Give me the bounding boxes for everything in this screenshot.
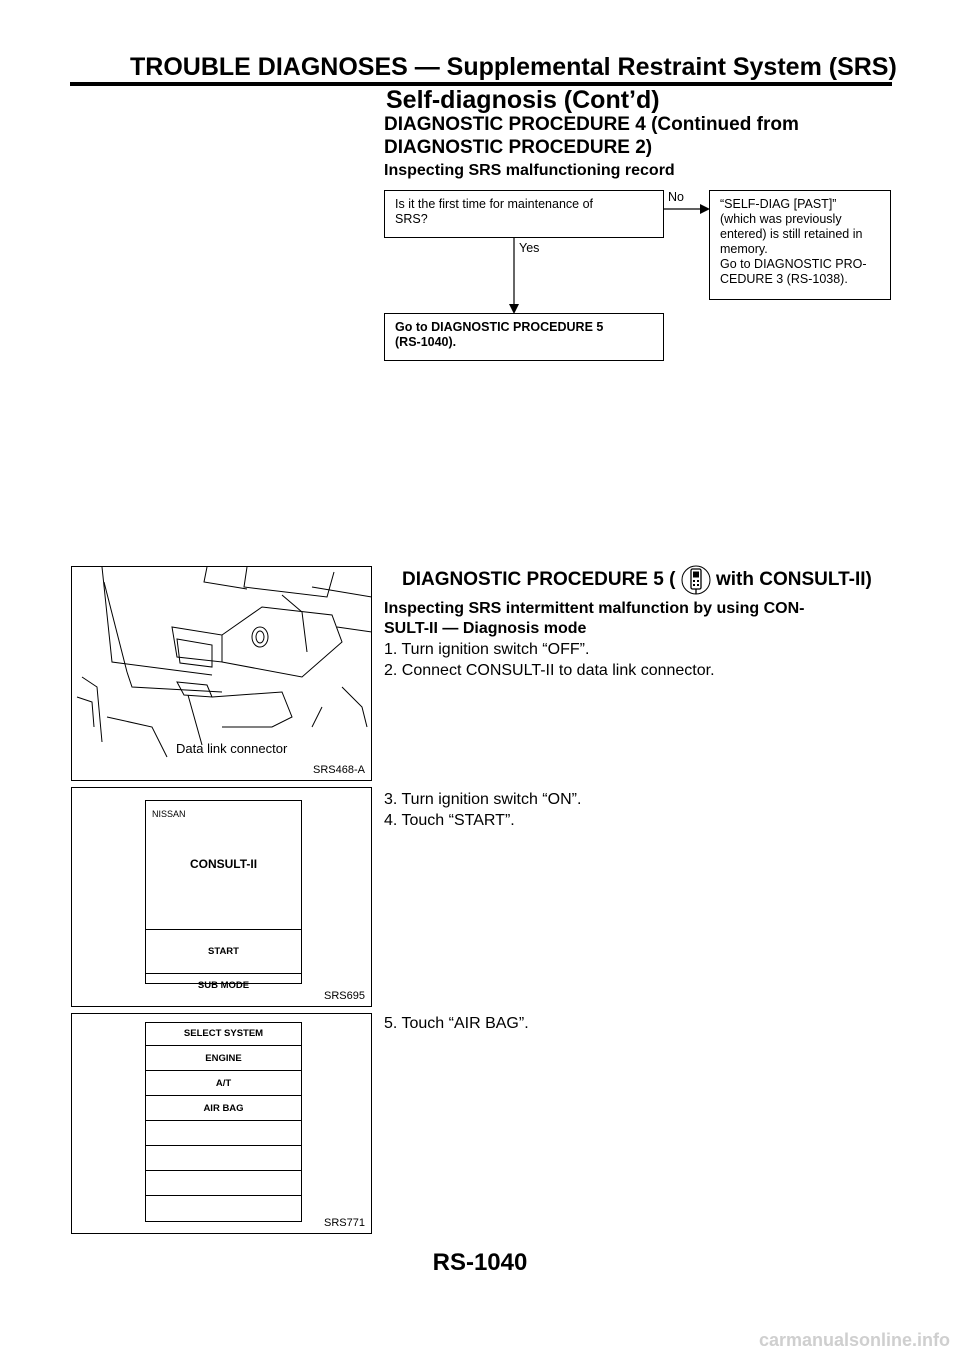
section-title: TROUBLE DIAGNOSES — Supplemental Restraint System (SRS) xyxy=(130,53,897,81)
no-result-line: memory. xyxy=(720,242,768,256)
proc5-title-part1: DIAGNOSTIC PROCEDURE 5 ( xyxy=(402,569,676,591)
select-system-heading: SELECT SYSTEM xyxy=(183,1028,264,1039)
proc4-subtitle: Inspecting SRS malfunctioning record xyxy=(384,162,675,179)
yes-result-line1: Go to DIAGNOSTIC PROCEDURE 5 xyxy=(395,320,604,334)
figure-consult-start-screen xyxy=(71,787,372,1007)
figure-code: SRS468-A xyxy=(313,764,365,776)
step-4: 4. Touch “START”. xyxy=(384,812,515,829)
system-item-engine[interactable]: ENGINE xyxy=(146,1045,301,1071)
system-item-at[interactable]: A/T xyxy=(146,1070,301,1096)
section-subtitle: Self-diagnosis (Cont’d) xyxy=(386,86,660,114)
consult-title: CONSULT-II xyxy=(189,857,258,871)
system-item-empty xyxy=(146,1195,301,1221)
arrow-right-icon xyxy=(664,202,710,216)
step-3: 3. Turn ignition switch “ON”. xyxy=(384,791,582,808)
proc4-title-line1: DIAGNOSTIC PROCEDURE 4 (Continued from xyxy=(384,114,799,135)
system-item-empty xyxy=(146,1145,301,1171)
figure-code: SRS771 xyxy=(324,1217,365,1229)
system-item-empty xyxy=(146,1120,301,1146)
yes-result-line2: (RS-1040). xyxy=(395,335,457,349)
no-result-line: “SELF-DIAG [PAST]” xyxy=(720,197,837,211)
flow-no-label: No xyxy=(668,190,684,204)
proc5-title-part2: with CONSULT-II) xyxy=(715,569,872,591)
dashboard-illustration xyxy=(72,567,372,781)
figure-select-system-screen xyxy=(71,1013,372,1234)
flow-question-line1: Is it the first time for maintenance of xyxy=(395,197,593,211)
no-result-line: (which was previously xyxy=(720,212,842,226)
start-button[interactable]: START xyxy=(146,929,301,974)
arrow-down-icon xyxy=(508,238,520,314)
watermark: carmanualsonline.info xyxy=(758,1330,950,1350)
proc5-title xyxy=(402,563,872,597)
flow-yes-result-box xyxy=(384,313,664,361)
system-item-air-bag[interactable]: AIR BAG xyxy=(146,1095,301,1121)
consult-tester-icon xyxy=(681,563,711,597)
proc5-subtitle-line2: SULT-II — Diagnosis mode xyxy=(384,620,587,637)
sub-mode-button[interactable]: SUB MODE xyxy=(146,973,301,986)
select-system-screen xyxy=(145,1022,302,1222)
proc4-title-line2: DIAGNOSTIC PROCEDURE 2) xyxy=(384,137,653,158)
flow-question-box xyxy=(384,190,664,238)
proc5-subtitle-line1: Inspecting SRS intermittent malfunction by using CON- xyxy=(384,600,805,617)
consult-screen xyxy=(145,800,302,991)
flow-no-result-box xyxy=(709,190,891,300)
step-5: 5. Touch “AIR BAG”. xyxy=(384,1015,529,1032)
brand-label: NISSAN xyxy=(152,809,186,819)
system-item-empty xyxy=(146,1170,301,1196)
flow-question-line2: SRS? xyxy=(395,212,428,226)
step-2: 2. Connect CONSULT-II to data link connector. xyxy=(384,662,715,679)
no-result-line: CEDURE 3 (RS-1038). xyxy=(720,272,848,286)
step-1: 1. Turn ignition switch “OFF”. xyxy=(384,641,590,658)
no-result-line: entered) is still retained in xyxy=(720,227,863,241)
flow-yes-label: Yes xyxy=(519,241,540,255)
connector-label: Data link connector xyxy=(176,741,288,756)
figure-data-link-connector xyxy=(71,566,372,781)
no-result-line: Go to DIAGNOSTIC PRO- xyxy=(720,257,867,271)
figure-code: SRS695 xyxy=(324,990,365,1002)
page-number: RS-1040 xyxy=(432,1249,528,1276)
